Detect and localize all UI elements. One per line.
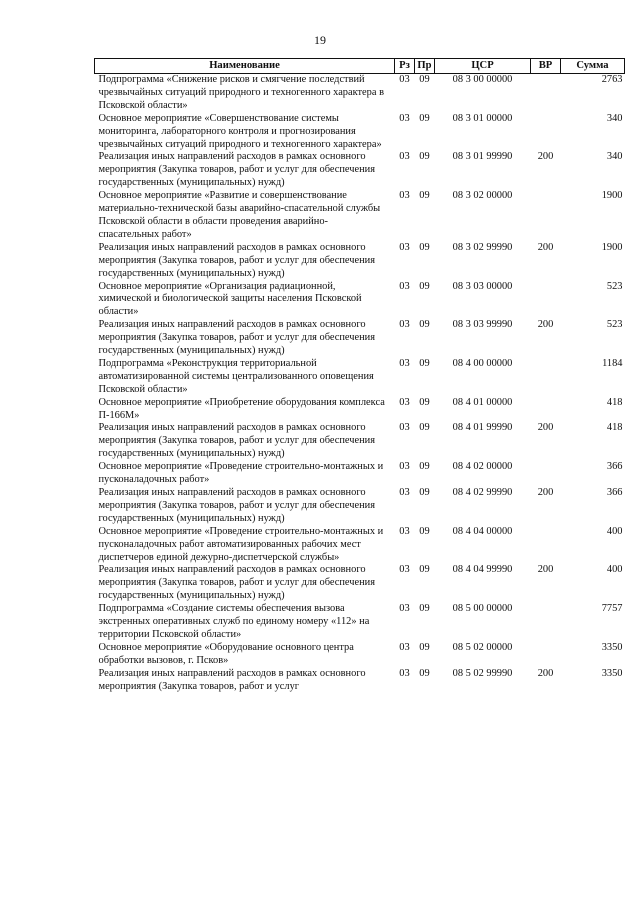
cell-name: Реализация иных направлений расходов в рамках основного мероприятия (Закупка товаров, работ и услуг для обеспечения государственных (муниципальных) нужд) [98, 487, 375, 524]
cell-vr [531, 642, 561, 668]
cell-csr: 08 3 00 00000 [452, 74, 513, 85]
table-row [95, 397, 625, 423]
cell-vr: 200 [537, 487, 554, 498]
header-sum: Сумма [561, 59, 625, 74]
cell-rz: 03 [399, 564, 410, 576]
cell-vr [531, 190, 561, 242]
cell-vr: 200 [537, 241, 554, 253]
cell-vr: 200 [537, 422, 554, 434]
cell-rz: 03 [399, 422, 410, 434]
table-row [95, 668, 625, 694]
header-vr: ВР [531, 59, 561, 74]
cell-pr: 09 [419, 641, 430, 653]
cell-name: Подпрограмма «Создание системы обеспечения вызова экстренных оперативных служб по единому номеру «112» на территории Псковской области» [98, 603, 370, 640]
cell-name: Основное мероприятие «Совершенствование системы мониторинга, лабораторного контроля и прогнозирования чрезвычайных ситуаций природного и техногенного характера» [98, 112, 382, 150]
cell-pr: 09 [419, 487, 430, 498]
cell-pr: 09 [419, 564, 430, 576]
cell-name: Реализация иных направлений расходов в рамках основного мероприятия (Закупка товаров, работ и услуг для обеспечения государственных (муниципальных) нужд) [98, 319, 375, 357]
table-row [95, 358, 625, 397]
cell-rz: 03 [399, 151, 410, 163]
table-row [95, 151, 625, 190]
cell-csr: 08 3 02 99990 [452, 241, 513, 253]
cell-vr [531, 113, 561, 152]
cell-csr: 08 4 04 99990 [452, 564, 513, 576]
cell-sum: 523 [606, 319, 623, 331]
cell-pr: 09 [419, 525, 430, 537]
cell-rz: 03 [399, 487, 410, 498]
cell-sum: 523 [606, 280, 623, 292]
table-row [95, 526, 625, 565]
cell-rz: 03 [399, 190, 410, 202]
cell-csr: 08 4 00 00000 [452, 357, 513, 369]
header-csr: ЦСР [435, 59, 531, 74]
cell-sum: 1900 [601, 190, 623, 202]
cell-pr: 09 [419, 461, 430, 473]
cell-pr: 09 [419, 319, 430, 331]
cell-pr: 09 [419, 112, 430, 124]
cell-name: Основное мероприятие «Приобретение оборудования комплекса П-166М» [98, 396, 385, 421]
page-number: 19 [314, 33, 326, 47]
cell-rz: 03 [399, 641, 410, 653]
cell-sum: 418 [606, 396, 623, 408]
cell-sum: 366 [606, 487, 623, 498]
cell-rz: 03 [399, 396, 410, 408]
cell-vr: 200 [537, 564, 554, 576]
cell-vr: 200 [537, 319, 554, 331]
cell-sum: 366 [606, 461, 623, 473]
cell-rz: 03 [399, 357, 410, 369]
cell-vr [531, 74, 561, 113]
cell-name: Основное мероприятие «Организация радиационной, химической и биологической защиты населения Псковской области» [98, 280, 362, 318]
cell-name: Основное мероприятие «Проведение строительно-монтажных и пусконаладочных работ» [98, 461, 384, 486]
cell-csr: 08 3 01 00000 [452, 112, 513, 124]
cell-rz: 03 [399, 74, 410, 85]
cell-csr: 08 4 04 00000 [452, 525, 513, 537]
cell-csr: 08 4 01 00000 [452, 396, 513, 408]
header-name: Наименование [95, 59, 395, 74]
table-row [95, 642, 625, 668]
cell-sum: 400 [606, 525, 623, 537]
cell-rz: 03 [399, 319, 410, 331]
cell-csr: 08 3 03 99990 [452, 319, 513, 331]
cell-csr: 08 5 02 99990 [452, 667, 513, 679]
table-row [95, 113, 625, 152]
table-row [95, 487, 625, 526]
cell-pr: 09 [419, 74, 430, 85]
cell-name: Реализация иных направлений расходов в рамках основного мероприятия (Закупка товаров, работ и услуг [98, 667, 366, 692]
table-header-row [95, 59, 625, 74]
cell-pr: 09 [419, 667, 430, 679]
table-row [95, 564, 625, 603]
table-row [95, 461, 625, 487]
cell-csr: 08 3 01 99990 [452, 151, 513, 163]
cell-rz: 03 [399, 280, 410, 292]
table-row [95, 319, 625, 358]
cell-sum: 340 [606, 112, 623, 124]
table-row [95, 190, 625, 242]
table-row [95, 242, 625, 281]
cell-pr: 09 [419, 396, 430, 408]
cell-sum: 340 [606, 151, 623, 163]
cell-name: Реализация иных направлений расходов в рамках основного мероприятия (Закупка товаров, работ и услуг для обеспечения государственных (муниципальных) нужд) [98, 564, 375, 602]
cell-name: Реализация иных направлений расходов в рамках основного мероприятия (Закупка товаров, работ и услуг для обеспечения государственных (муниципальных) нужд) [98, 422, 375, 460]
cell-vr [531, 603, 561, 642]
cell-name: Подпрограмма «Снижение рисков и смягчение последствий чрезвычайных ситуаций природного и техногенного характера в Псковской области» [98, 74, 384, 111]
cell-csr: 08 4 02 99990 [452, 487, 513, 498]
cell-sum: 3350 [601, 667, 623, 679]
cell-csr: 08 5 00 00000 [452, 603, 513, 615]
cell-name: Подпрограмма «Реконструкция территориальной автоматизированной системы централизованного оповещения Псковской области» [98, 357, 374, 395]
cell-rz: 03 [399, 525, 410, 537]
cell-name: Реализация иных направлений расходов в рамках основного мероприятия (Закупка товаров, работ и услуг для обеспечения государственных (муниципальных) нужд) [98, 151, 375, 189]
cell-rz: 03 [399, 667, 410, 679]
cell-pr: 09 [419, 603, 430, 615]
cell-name: Основное мероприятие «Оборудование основного центра обработки вызовов, г. Псков» [98, 641, 354, 666]
cell-vr [531, 358, 561, 397]
cell-rz: 03 [399, 241, 410, 253]
table-row [95, 74, 625, 113]
cell-csr: 08 3 02 00000 [452, 190, 513, 202]
cell-name: Основное мероприятие «Развитие и совершенствование материально-технической базы аварийно-спасательной службы Псковской области в области проведения аварийно-спасательных работ» [98, 190, 381, 240]
cell-sum: 2763 [601, 74, 623, 85]
cell-pr: 09 [419, 280, 430, 292]
cell-vr [531, 281, 561, 320]
cell-pr: 09 [419, 190, 430, 202]
cell-sum: 400 [606, 564, 623, 576]
cell-rz: 03 [399, 461, 410, 473]
table-row [95, 422, 625, 461]
header-rz: Рз [395, 59, 415, 74]
cell-pr: 09 [419, 151, 430, 163]
cell-vr: 200 [537, 667, 554, 679]
cell-name: Реализация иных направлений расходов в рамках основного мероприятия (Закупка товаров, работ и услуг для обеспечения государственных (муниципальных) нужд) [98, 241, 375, 279]
cell-pr: 09 [419, 422, 430, 434]
header-pr: Пр [415, 59, 435, 74]
table-row [95, 281, 625, 320]
cell-vr [531, 526, 561, 565]
cell-sum: 1184 [602, 357, 623, 369]
cell-vr [531, 461, 561, 487]
cell-rz: 03 [399, 603, 410, 615]
cell-vr: 200 [537, 151, 554, 163]
cell-pr: 09 [419, 241, 430, 253]
cell-csr: 08 5 02 00000 [452, 641, 513, 653]
cell-vr [531, 397, 561, 423]
cell-sum: 3350 [601, 641, 623, 653]
cell-csr: 08 3 03 00000 [452, 280, 513, 292]
cell-name: Основное мероприятие «Проведение строительно-монтажных и пусконаладочных работ автоматизированных рабочих мест диспетчеров единой дежурно-диспетчерской службы» [98, 525, 384, 563]
cell-rz: 03 [399, 112, 410, 124]
cell-csr: 08 4 02 00000 [452, 461, 513, 473]
cell-sum: 7757 [601, 603, 623, 615]
cell-sum: 418 [606, 422, 623, 434]
table-row [95, 603, 625, 642]
budget-table [94, 58, 625, 694]
cell-sum: 1900 [601, 241, 623, 253]
cell-pr: 09 [419, 357, 430, 369]
cell-csr: 08 4 01 99990 [452, 422, 513, 434]
